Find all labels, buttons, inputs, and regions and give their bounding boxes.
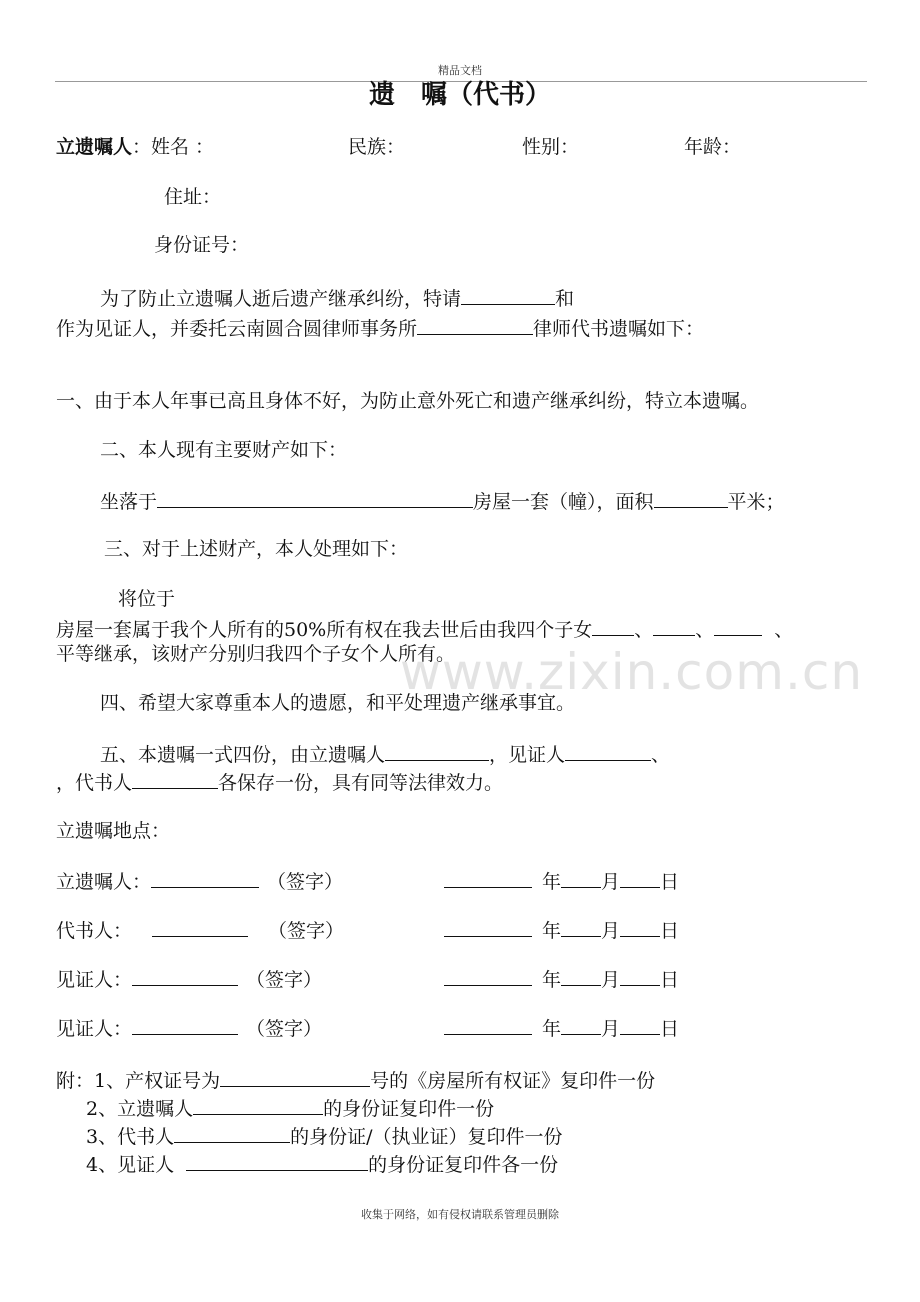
address-label: 住址： <box>164 186 222 208</box>
watermark: www.zixin.com.cn <box>400 643 864 701</box>
signature-note: （签字） <box>246 969 323 991</box>
day-label: 日 <box>660 969 680 991</box>
heir-blank-2[interactable] <box>653 615 695 636</box>
witness-blank-2[interactable] <box>565 740 651 761</box>
month-label: 月 <box>601 1018 621 1040</box>
witness-name-blank[interactable] <box>186 1150 368 1171</box>
date-row <box>444 916 679 944</box>
item-5-line-1 <box>100 740 670 768</box>
attachment-1-text-b: 号的《房屋所有权证》复印件一份 <box>370 1070 656 1092</box>
certificate-number-blank[interactable] <box>220 1066 370 1087</box>
attachment-3-text-a: 3、代书人 <box>86 1126 175 1148</box>
page-footer: 收集于网络，如有侵权请联系管理员删除 <box>361 1208 559 1221</box>
gender-label: 性别： <box>522 136 580 158</box>
property-prefix: 坐落于 <box>100 491 158 513</box>
signature-row <box>56 867 343 895</box>
signature-role: 立遗嘱人： <box>56 871 152 893</box>
signature-note: （签字） <box>267 871 344 893</box>
day-blank[interactable] <box>620 965 660 986</box>
attachment-1-text-a: 附：1、产权证号为 <box>56 1070 221 1092</box>
date-row <box>444 867 679 895</box>
signature-blank[interactable] <box>132 1014 238 1035</box>
property-line <box>100 487 785 515</box>
attachment-2-text-b: 的身份证复印件一份 <box>323 1098 495 1120</box>
attachment-4-text-b: 的身份证复印件各一份 <box>368 1154 559 1176</box>
intro-and: 和 <box>555 288 575 310</box>
year-label: 年 <box>542 920 562 942</box>
place-label: 立遗嘱地点： <box>56 820 171 842</box>
witness-blank-1[interactable] <box>461 284 555 305</box>
year-blank[interactable] <box>444 867 532 888</box>
dispose-text: 房屋一套属于我个人所有的50%所有权在我去世后由我四个子女 <box>56 619 593 641</box>
month-blank[interactable] <box>561 965 601 986</box>
item-5-text-a: 五、本遗嘱一式四份，由立遗嘱人 <box>100 744 386 766</box>
heir-blank-1[interactable] <box>592 615 634 636</box>
item-5-line-2 <box>56 768 503 796</box>
month-label: 月 <box>601 871 621 893</box>
year-label: 年 <box>542 1018 562 1040</box>
month-blank[interactable] <box>561 867 601 888</box>
month-label: 月 <box>601 920 621 942</box>
attachment-3-text-b: 的身份证/（执业证）复印件一份 <box>290 1126 563 1148</box>
property-suffix: 平米； <box>727 491 785 513</box>
day-label: 日 <box>660 920 680 942</box>
testator-info-row <box>56 134 214 160</box>
year-blank[interactable] <box>444 1014 532 1035</box>
dispose-line-1: 将位于 <box>118 588 176 610</box>
property-mid: 房屋一套（幢），面积 <box>473 491 654 513</box>
testator-name-blank[interactable] <box>193 1094 323 1115</box>
area-blank[interactable] <box>654 487 728 508</box>
date-row <box>444 1014 679 1042</box>
item-5-line2-text-b: 各保存一份，具有同等法律效力。 <box>218 772 504 794</box>
attachment-2-text-a: 2、立遗嘱人 <box>86 1098 194 1120</box>
year-label: 年 <box>542 969 562 991</box>
item-4: 四、希望大家尊重本人的遗愿，和平处理遗产继承事宜。 <box>100 692 576 714</box>
dispose-line-2 <box>56 615 793 643</box>
month-blank[interactable] <box>561 916 601 937</box>
heir-blank-3[interactable] <box>714 615 762 636</box>
testator-label: 立遗嘱人 <box>56 136 133 158</box>
signature-row <box>56 1014 322 1042</box>
item-5-text-c: 、 <box>651 744 671 766</box>
intro-text-1: 为了防止立遗嘱人逝后遗产继承纠纷，特请 <box>100 288 462 310</box>
intro-text-2: 作为见证人，并委托云南圆合圆律师事务所 <box>56 318 418 340</box>
month-label: 月 <box>601 969 621 991</box>
month-blank[interactable] <box>561 1014 601 1035</box>
item-5-line2-text-a: ，代书人 <box>56 772 133 794</box>
signature-blank[interactable] <box>132 965 238 986</box>
item-2: 二、本人现有主要财产如下： <box>100 439 348 461</box>
signature-role: 见证人： <box>56 969 133 991</box>
signature-role: 见证人： <box>56 1018 133 1040</box>
id-number-label: 身份证号： <box>154 234 250 256</box>
item-3: 三、对于上述财产，本人处理如下： <box>104 538 409 560</box>
signature-row <box>56 916 344 944</box>
year-label: 年 <box>542 871 562 893</box>
separator: 、 <box>695 619 715 641</box>
separator: 、 <box>774 619 794 641</box>
day-label: 日 <box>660 871 680 893</box>
attachment-1 <box>56 1066 655 1094</box>
signature-row <box>56 965 322 993</box>
year-blank[interactable] <box>444 965 532 986</box>
document-title: 遗 嘱（代书） <box>368 80 551 110</box>
year-blank[interactable] <box>444 916 532 937</box>
testator-blank[interactable] <box>385 740 489 761</box>
attachment-3 <box>86 1122 563 1150</box>
page-header: 精品文档 <box>438 64 482 77</box>
intro-line-2 <box>56 314 704 342</box>
lawyer-blank[interactable] <box>417 314 533 335</box>
ethnicity-label: 民族： <box>348 136 406 158</box>
scribe-blank[interactable] <box>132 768 218 789</box>
dispose-line-3: 平等继承，该财产分别归我四个子女个人所有。 <box>56 643 456 665</box>
attachment-2 <box>86 1094 494 1122</box>
attachment-4 <box>86 1150 558 1178</box>
day-blank[interactable] <box>620 1014 660 1035</box>
scribe-name-blank[interactable] <box>174 1122 290 1143</box>
signature-note: （签字） <box>246 1018 323 1040</box>
name-label: ：姓名 ： <box>132 136 215 158</box>
day-blank[interactable] <box>620 916 660 937</box>
intro-text-2-end: 律师代书遗嘱如下： <box>533 318 705 340</box>
item-1: 一、由于本人年事已高且身体不好，为防止意外死亡和遗产继承纠纷，特立本遗嘱。 <box>56 390 760 412</box>
item-5-text-b: ，见证人 <box>489 744 566 766</box>
date-row <box>444 965 679 993</box>
signature-blank[interactable] <box>151 867 259 888</box>
age-label: 年龄： <box>684 136 742 158</box>
signature-note: （签字） <box>268 920 345 942</box>
separator: 、 <box>634 619 654 641</box>
intro-line-1 <box>100 284 574 312</box>
attachment-4-text-a: 4、见证人 <box>86 1154 175 1176</box>
property-location-blank[interactable] <box>157 487 473 508</box>
signature-blank[interactable] <box>152 916 248 937</box>
day-blank[interactable] <box>620 867 660 888</box>
day-label: 日 <box>660 1018 680 1040</box>
signature-role: 代书人： <box>56 920 133 942</box>
